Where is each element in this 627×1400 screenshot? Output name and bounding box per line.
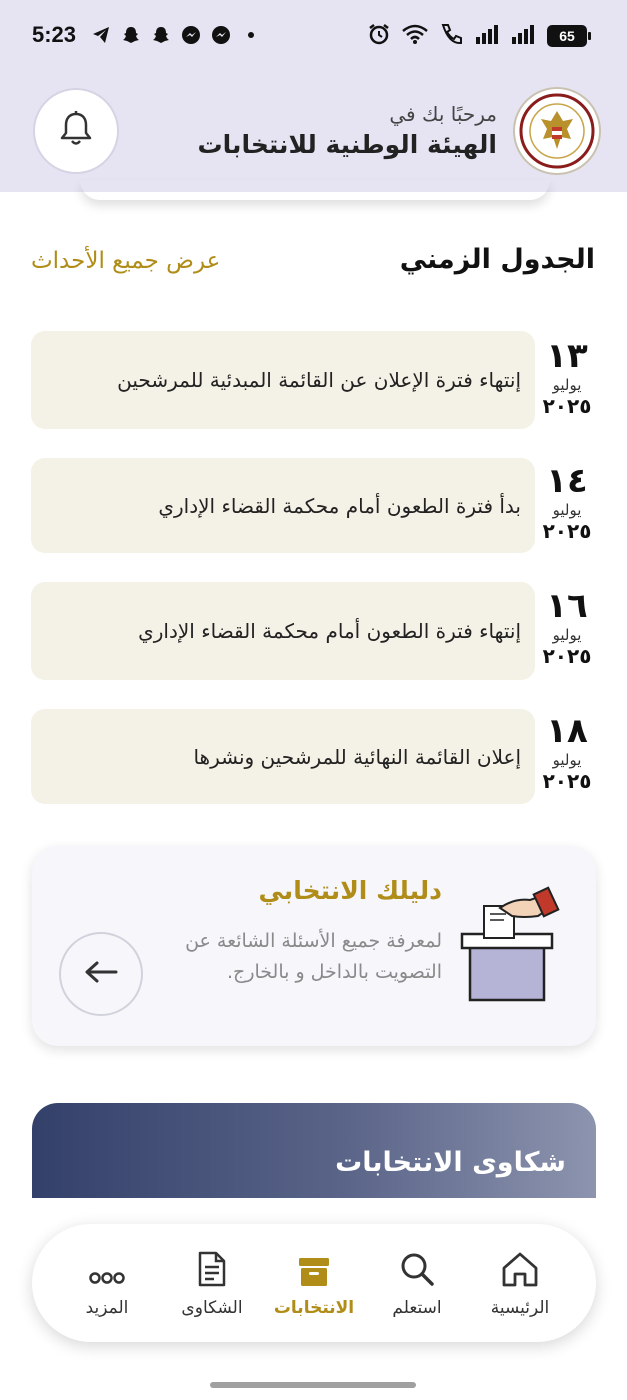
complaints-title: شكاوى الانتخابات bbox=[335, 1147, 566, 1178]
search-icon bbox=[367, 1248, 467, 1288]
battery-indicator: 65 bbox=[547, 25, 587, 47]
home-icon bbox=[470, 1248, 570, 1288]
nav-label: المزيد bbox=[85, 1298, 129, 1318]
event-day: ١٤ bbox=[546, 461, 588, 501]
timeline-event-card[interactable] bbox=[31, 458, 535, 553]
event-month: يوليو bbox=[552, 751, 582, 769]
bell-icon bbox=[58, 110, 94, 152]
messenger-icon bbox=[210, 24, 232, 46]
status-time: 5:23 bbox=[32, 22, 77, 47]
event-date bbox=[537, 711, 597, 793]
alarm-icon bbox=[367, 22, 391, 50]
event-date bbox=[537, 461, 597, 543]
nav-item-home[interactable] bbox=[470, 1248, 570, 1318]
system-icons bbox=[367, 22, 587, 50]
notifications-button[interactable] bbox=[33, 88, 119, 174]
guide-open-button[interactable] bbox=[59, 932, 143, 1016]
ballot-box-icon bbox=[456, 886, 560, 1006]
more-dots-icon bbox=[57, 1248, 157, 1288]
event-text: إنتهاء فترة الطعون أمام محكمة القضاء الإداري bbox=[138, 619, 521, 643]
document-icon bbox=[162, 1248, 262, 1288]
event-month: يوليو bbox=[552, 376, 582, 394]
event-month: يوليو bbox=[552, 501, 582, 519]
national-election-authority-logo bbox=[513, 87, 601, 175]
timeline-event-card[interactable] bbox=[31, 331, 535, 429]
org-name: الهيئة الوطنية للانتخابات bbox=[197, 130, 497, 159]
wifi-icon bbox=[401, 23, 429, 49]
event-text: إعلان القائمة النهائية للمرشحين ونشرها bbox=[193, 744, 521, 769]
event-day: ١٦ bbox=[546, 586, 588, 626]
signal-icon bbox=[511, 23, 537, 49]
event-text: بدأ فترة الطعون أمام محكمة القضاء الإداري bbox=[158, 493, 521, 518]
event-date bbox=[537, 586, 597, 668]
event-year: ٢٠٢٥ bbox=[542, 644, 592, 668]
event-year: ٢٠٢٥ bbox=[542, 394, 592, 418]
timeline-event-card[interactable] bbox=[31, 582, 535, 680]
signal-icon bbox=[475, 23, 501, 49]
event-day: ١٣ bbox=[546, 336, 588, 376]
snapchat-icon bbox=[120, 24, 142, 46]
nav-label: الرئيسية bbox=[490, 1298, 550, 1318]
status-bar bbox=[0, 0, 627, 72]
nav-item-inquire[interactable] bbox=[367, 1248, 467, 1318]
notification-icons bbox=[90, 24, 262, 46]
nav-item-more[interactable] bbox=[57, 1248, 157, 1318]
view-all-events-link[interactable]: عرض جميع الأحداث bbox=[31, 248, 221, 274]
telegram-icon bbox=[90, 24, 112, 46]
call-icon bbox=[439, 22, 465, 50]
home-indicator bbox=[210, 1382, 416, 1388]
dot-icon bbox=[240, 24, 262, 46]
timeline-title: الجدول الزمني bbox=[399, 244, 595, 275]
guide-description: لمعرفة جميع الأسئلة الشائعة عن التصويت بالداخل و بالخارج. bbox=[185, 930, 442, 983]
nav-label: استعلم bbox=[392, 1298, 442, 1318]
welcome-text: مرحبًا بك في bbox=[389, 102, 497, 126]
timeline-event-card[interactable] bbox=[31, 709, 535, 804]
event-year: ٢٠٢٥ bbox=[542, 769, 592, 793]
event-text: إنتهاء فترة الإعلان عن القائمة المبدئية للمرشحين bbox=[117, 368, 521, 392]
nav-label: الانتخابات bbox=[273, 1298, 355, 1318]
guide-title: دليلك الانتخابي bbox=[258, 876, 442, 905]
event-month: يوليو bbox=[552, 626, 582, 644]
bottom-nav bbox=[32, 1224, 596, 1342]
event-date bbox=[537, 336, 597, 418]
event-day: ١٨ bbox=[546, 711, 588, 751]
messenger-icon bbox=[180, 24, 202, 46]
snapchat-icon bbox=[150, 24, 172, 46]
nav-label: الشكاوى bbox=[181, 1298, 243, 1318]
app-header bbox=[0, 72, 627, 192]
nav-item-elections[interactable] bbox=[264, 1248, 364, 1318]
election-guide-card[interactable] bbox=[32, 846, 596, 1046]
nav-item-complaints[interactable] bbox=[162, 1248, 262, 1318]
header-shadow bbox=[80, 180, 550, 200]
event-year: ٢٠٢٥ bbox=[542, 519, 592, 543]
arrow-left-icon bbox=[84, 960, 118, 988]
archive-box-icon bbox=[264, 1248, 364, 1288]
